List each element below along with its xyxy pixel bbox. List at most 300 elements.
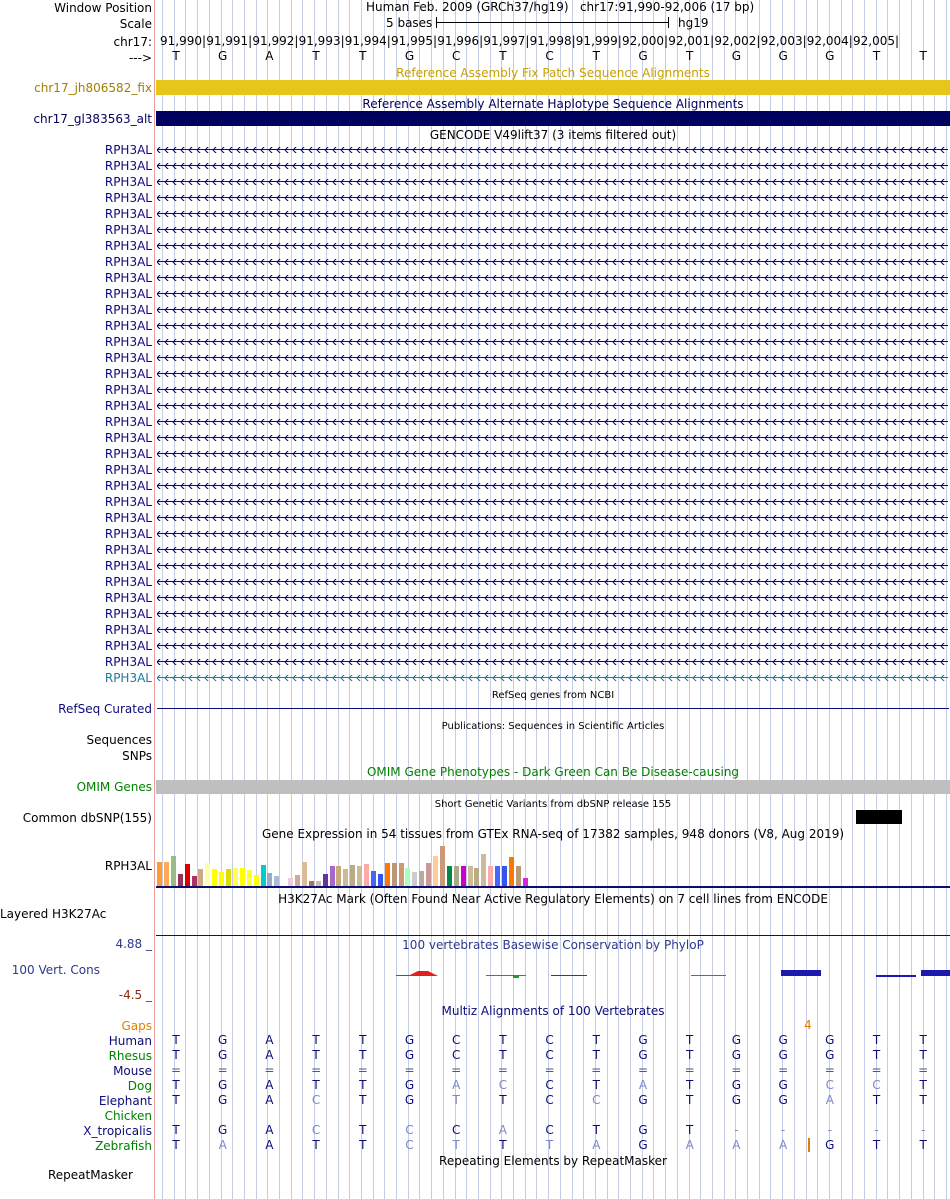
repeatmasker-track-label[interactable]: RepeatMasker — [47, 1168, 133, 1182]
multiz-aligned-base: C — [872, 1078, 881, 1092]
gencode-transcript-intron[interactable] — [157, 435, 948, 441]
gencode-transcript-intron[interactable] — [157, 579, 948, 585]
gtex-tissue-bar[interactable] — [267, 873, 272, 886]
ruler-position: 92,000| — [622, 34, 669, 48]
gtex-tissue-bar[interactable] — [330, 866, 335, 886]
multiz-aligned-base: T — [359, 1078, 367, 1092]
multiz-aligned-base: C — [545, 1078, 554, 1092]
multiz-aligned-base: G — [731, 1078, 742, 1092]
gencode-transcript-label[interactable]: RPH3AL — [104, 207, 152, 221]
gtex-tissue-bar[interactable] — [412, 872, 417, 886]
alt-haplotype-track-label[interactable]: chr17_gl383563_alt — [33, 112, 152, 126]
gtex-tissue-bar[interactable] — [178, 874, 183, 886]
gtex-tissue-bar[interactable] — [385, 863, 390, 886]
multiz-aligned-base: = — [824, 1063, 835, 1077]
multiz-aligned-base: G — [731, 1093, 742, 1107]
gencode-transcript-intron[interactable] — [157, 627, 948, 633]
multiz-aligned-base: C — [311, 1123, 321, 1137]
multiz-aligned-base: T — [312, 1138, 320, 1152]
reference-sequence — [156, 49, 950, 65]
multiz-aligned-base: C — [545, 1093, 554, 1107]
multiz-aligned-base: C — [498, 1078, 508, 1092]
multiz-aligned-base: T — [686, 1048, 694, 1062]
gtex-tissue-bar[interactable] — [302, 862, 307, 886]
gencode-transcript-intron[interactable] — [157, 611, 948, 617]
omim-track-title: OMIM Gene Phenotypes - Dark Green Can Be Disease-causing — [366, 765, 740, 779]
gencode-transcript-label[interactable]: RPH3AL — [104, 479, 152, 493]
gencode-transcript-label[interactable]: RPH3AL — [104, 351, 152, 365]
gtex-baseline — [156, 886, 950, 888]
gtex-tissue-bar[interactable] — [274, 876, 279, 886]
omim-gene-bar[interactable] — [156, 780, 950, 794]
multiz-aligned-base: - — [734, 1123, 739, 1137]
multiz-aligned-base: G — [404, 1093, 415, 1107]
dbsnp-track-label[interactable]: Common dbSNP(155) — [22, 811, 152, 825]
multiz-track-title: Multiz Alignments of 100 Vertebrates — [441, 1004, 665, 1018]
multiz-aligned-base: G — [731, 1048, 742, 1062]
multiz-aligned-base: T — [872, 1048, 881, 1062]
gencode-transcript-label[interactable]: RPH3AL — [104, 399, 152, 413]
fix-patch-alignment-bar[interactable] — [156, 80, 950, 95]
gencode-transcript-intron[interactable] — [157, 179, 948, 185]
multiz-aligned-base: T — [172, 1138, 180, 1152]
gencode-transcript-label[interactable]: RPH3AL — [104, 383, 152, 397]
multiz-aligned-base: G — [638, 1123, 648, 1137]
multiz-aligned-base: = — [591, 1063, 602, 1077]
multiz-aligned-base: G — [404, 1048, 415, 1062]
publications-sequences-label[interactable]: Sequences — [86, 733, 152, 747]
gencode-transcript-label[interactable]: RPH3AL — [104, 527, 152, 541]
gtex-tissue-bar[interactable] — [192, 876, 197, 886]
sequence-base: T — [499, 49, 507, 63]
phylop-peak-g3 — [921, 970, 950, 976]
gencode-transcript-label[interactable]: RPH3AL — [104, 639, 152, 653]
gtex-tissue-bar[interactable] — [219, 872, 224, 886]
gencode-transcript-label[interactable]: RPH3AL — [104, 191, 152, 205]
gencode-transcript-intron[interactable] — [157, 371, 948, 377]
gtex-tissue-bar[interactable] — [481, 854, 486, 886]
ruler-position: 92,005| — [853, 34, 900, 48]
multiz-aligned-base: = — [357, 1063, 368, 1077]
multiz-aligned-base: T — [686, 1123, 694, 1137]
gencode-transcript-label[interactable]: RPH3AL — [104, 255, 152, 269]
gencode-transcript-intron[interactable] — [157, 291, 948, 297]
multiz-species-label[interactable]: Rhesus — [108, 1049, 152, 1063]
gencode-transcript-intron[interactable] — [157, 659, 948, 665]
gencode-transcript-label[interactable]: RPH3AL — [104, 287, 152, 301]
multiz-aligned-base: A — [592, 1138, 601, 1152]
multiz-aligned-base: T — [545, 1138, 554, 1152]
gtex-tissue-bar[interactable] — [323, 874, 328, 886]
multiz-aligned-base: C — [592, 1093, 601, 1107]
h3k27ac-track-title: H3K27Ac Mark (Often Found Near Active Regulatory Elements) on 7 cell lines from ENCODE — [278, 892, 828, 906]
multiz-aligned-base: A — [498, 1123, 507, 1137]
gencode-transcript-label[interactable]: RPH3AL — [104, 335, 152, 349]
multiz-aligned-base: - — [874, 1123, 879, 1137]
gencode-transcript-intron[interactable] — [157, 227, 948, 233]
multiz-aligned-base: = — [871, 1063, 882, 1077]
gencode-transcript-intron[interactable] — [157, 259, 948, 265]
sequence-base: T — [686, 49, 694, 63]
multiz-species-label[interactable]: Dog — [127, 1079, 152, 1093]
gencode-transcript-label[interactable]: RPH3AL — [104, 431, 152, 445]
multiz-aligned-base: A — [218, 1138, 227, 1152]
multiz-aligned-base: C — [545, 1033, 554, 1047]
h3k27ac-baseline — [156, 935, 950, 936]
gencode-transcript-label[interactable]: RPH3AL — [104, 511, 152, 525]
gencode-transcript-label[interactable]: RPH3AL — [104, 271, 152, 285]
gencode-transcript-intron[interactable] — [157, 339, 948, 345]
multiz-aligned-base: = — [451, 1063, 462, 1077]
multiz-aligned-base: G — [218, 1048, 228, 1062]
gtex-tissue-bar[interactable] — [364, 864, 369, 886]
scale-db: hg19 — [678, 16, 709, 30]
gencode-transcript-intron[interactable] — [157, 531, 948, 537]
gencode-transcript-label[interactable]: RPH3AL — [104, 159, 152, 173]
multiz-gap-marker — [808, 1138, 810, 1152]
multiz-species-label[interactable]: Mouse — [113, 1064, 152, 1078]
gencode-transcript-label[interactable]: RPH3AL — [104, 319, 152, 333]
multiz-aligned-base: G — [638, 1093, 648, 1107]
multiz-aligned-base: A — [265, 1033, 274, 1047]
sequence-base: T — [359, 49, 367, 63]
gencode-transcript-intron[interactable] — [157, 515, 948, 521]
gencode-transcript-intron[interactable] — [157, 675, 948, 681]
multiz-aligned-base: G — [404, 1033, 415, 1047]
gtex-tissue-bar[interactable] — [392, 863, 397, 886]
multiz-species-label[interactable]: Zebrafish — [95, 1139, 152, 1153]
gtex-tissue-bar[interactable] — [426, 863, 431, 886]
phylop-peak-t2 — [691, 975, 726, 976]
multiz-aligned-base: = — [544, 1063, 555, 1077]
ruler-position: 91,991| — [206, 34, 253, 48]
gtex-tissue-bar[interactable] — [198, 869, 203, 886]
multiz-aligned-base: = — [684, 1063, 695, 1077]
multiz-aligned-base: A — [265, 1078, 274, 1092]
gtex-tissue-bar[interactable] — [288, 878, 293, 886]
gencode-transcript-label[interactable]: RPH3AL — [104, 415, 152, 429]
gtex-tissue-bar[interactable] — [433, 856, 438, 886]
omim-track-label[interactable]: OMIM Genes — [76, 780, 152, 794]
gtex-tissue-bar[interactable] — [350, 865, 355, 886]
gtex-tissue-bar[interactable] — [343, 869, 348, 886]
strand-label[interactable]: ---> — [128, 51, 152, 65]
scale-bar — [436, 17, 669, 28]
multiz-aligned-base: T — [872, 1033, 881, 1047]
gtex-tissue-bar[interactable] — [336, 866, 341, 886]
gtex-tissue-bar[interactable] — [261, 865, 266, 886]
sequence-base: G — [638, 49, 648, 63]
multiz-aligned-base: C — [545, 1048, 554, 1062]
gencode-transcript-label[interactable]: RPH3AL — [104, 543, 152, 557]
gtex-tissue-bar[interactable] — [474, 868, 479, 886]
gtex-tissue-bar[interactable] — [247, 870, 252, 886]
multiz-aligned-base: T — [686, 1093, 694, 1107]
multiz-aligned-base: G — [638, 1138, 648, 1152]
multiz-aligned-base: G — [638, 1048, 648, 1062]
multiz-aligned-base: T — [872, 1138, 881, 1152]
gencode-transcript-label[interactable]: RPH3AL — [104, 303, 152, 317]
scale-label[interactable]: Scale — [119, 17, 152, 31]
sequence-base: T — [172, 49, 180, 63]
gencode-transcript-intron[interactable] — [157, 563, 948, 569]
ruler-position: 91,999| — [575, 34, 622, 48]
multiz-aligned-base: T — [592, 1078, 600, 1092]
multiz-aligned-base: T — [499, 1138, 507, 1152]
repeatmasker-track-title: Repeating Elements by RepeatMasker — [439, 1154, 667, 1168]
gtex-expression-bars[interactable] — [156, 842, 536, 886]
gencode-transcript-label[interactable]: RPH3AL — [104, 495, 152, 509]
multiz-aligned-base: C — [405, 1138, 414, 1152]
assembly-title: Human Feb. 2009 (GRCh37/hg19) chr17:91,990-92,006 (17 bp) — [366, 0, 755, 14]
sequence-base: C — [451, 49, 461, 63]
gtex-tissue-bar[interactable] — [254, 875, 259, 886]
multiz-aligned-base: = — [404, 1063, 415, 1077]
gtex-tissue-bar[interactable] — [461, 866, 466, 886]
phylop-max-label: 4.88 _ — [115, 937, 152, 951]
gencode-transcript-label[interactable]: RPH3AL — [104, 143, 152, 157]
multiz-aligned-base: G — [218, 1078, 228, 1092]
phylop-peak-t-base — [486, 975, 526, 976]
multiz-aligned-base: G — [218, 1093, 228, 1107]
multiz-aligned-base: = — [778, 1063, 789, 1077]
multiz-aligned-base: T — [499, 1048, 507, 1062]
multiz-aligned-base: T — [452, 1138, 460, 1152]
multiz-aligned-base: = — [731, 1063, 742, 1077]
gencode-transcript-label[interactable]: RPH3AL — [104, 559, 152, 573]
gencode-transcript-intron[interactable] — [157, 595, 948, 601]
publications-track-title: Publications: Sequences in Scientific Articles — [441, 721, 665, 732]
multiz-aligned-base: A — [265, 1048, 274, 1062]
ruler-position: 92,001| — [668, 34, 715, 48]
multiz-aligned-base: A — [265, 1123, 274, 1137]
multiz-gap-count: 4 — [804, 1018, 812, 1032]
phylop-min-label: -4.5 _ — [118, 988, 152, 1002]
gtex-tissue-bar[interactable] — [205, 863, 210, 886]
label-column-divider — [154, 0, 155, 1199]
gtex-tissue-bar[interactable] — [371, 871, 376, 886]
phylop-track-label[interactable]: 100 Vert. Cons — [11, 963, 100, 977]
gencode-transcript-intron[interactable] — [157, 643, 948, 649]
gencode-transcript-label[interactable]: RPH3AL — [104, 575, 152, 589]
multiz-aligned-base: G — [218, 1033, 228, 1047]
gencode-transcript-intron[interactable] — [157, 499, 948, 505]
multiz-aligned-base: T — [452, 1093, 460, 1107]
multiz-gaps-label[interactable]: Gaps — [121, 1019, 152, 1033]
gtex-tissue-bar[interactable] — [454, 866, 459, 886]
multiz-aligned-base: G — [825, 1048, 835, 1062]
gtex-tissue-bar[interactable] — [226, 869, 231, 886]
gtex-tissue-bar[interactable] — [447, 866, 452, 886]
multiz-aligned-base: T — [499, 1093, 507, 1107]
gencode-transcript-intron[interactable] — [157, 467, 948, 473]
multiz-aligned-base: T — [312, 1033, 320, 1047]
gtex-tissue-bar[interactable] — [233, 868, 238, 886]
multiz-aligned-base: A — [732, 1138, 741, 1152]
gencode-transcript-label[interactable]: RPH3AL — [104, 175, 152, 189]
multiz-aligned-base: A — [452, 1078, 461, 1092]
multiz-aligned-base: T — [919, 1093, 927, 1107]
gtex-tissue-bar[interactable] — [516, 866, 521, 886]
multiz-aligned-base: C — [311, 1093, 321, 1107]
multiz-aligned-base: G — [404, 1078, 415, 1092]
gencode-transcript-label[interactable]: RPH3AL — [104, 367, 152, 381]
multiz-aligned-base: G — [731, 1033, 742, 1047]
gtex-tissue-bar[interactable] — [405, 868, 410, 886]
gencode-transcript-label[interactable]: RPH3AL — [104, 447, 152, 461]
gtex-tissue-bar[interactable] — [509, 857, 514, 886]
multiz-species-label[interactable]: Chicken — [104, 1109, 152, 1123]
gencode-transcript-intron[interactable] — [157, 147, 948, 153]
window-position-label[interactable]: Window Position — [54, 1, 152, 15]
multiz-aligned-base: T — [172, 1033, 180, 1047]
multiz-aligned-base: A — [265, 1138, 274, 1152]
fix-patch-track-label[interactable]: chr17_jh806582_fix — [34, 81, 152, 95]
sequence-base: C — [545, 49, 554, 63]
multiz-aligned-base: T — [312, 1048, 320, 1062]
dbsnp-variant-block[interactable] — [856, 810, 902, 824]
sequence-base: G — [778, 49, 788, 63]
multiz-aligned-base: T — [172, 1078, 180, 1092]
gencode-transcript-label[interactable]: RPH3AL — [104, 655, 152, 669]
gtex-track-label[interactable]: RPH3AL — [104, 859, 152, 873]
gencode-transcript-label[interactable]: RPH3AL — [104, 239, 152, 253]
phylop-conservation-glyphs[interactable] — [156, 960, 950, 984]
multiz-aligned-base: = — [217, 1063, 228, 1077]
multiz-aligned-base: C — [825, 1078, 834, 1092]
gtex-tissue-bar[interactable] — [357, 866, 362, 886]
gtex-tissue-bar[interactable] — [488, 866, 493, 886]
gencode-transcript-intron[interactable] — [157, 387, 948, 393]
multiz-aligned-base: A — [825, 1093, 834, 1107]
gtex-tissue-bar[interactable] — [523, 878, 528, 886]
multiz-aligned-base: T — [919, 1033, 927, 1047]
gtex-tissue-bar[interactable] — [281, 878, 286, 886]
multiz-aligned-base: G — [778, 1033, 788, 1047]
gtex-tissue-bar[interactable] — [295, 875, 300, 886]
gtex-tissue-bar[interactable] — [502, 866, 507, 886]
gtex-tissue-bar[interactable] — [171, 856, 176, 886]
multiz-aligned-base: A — [638, 1078, 648, 1092]
gencode-transcript-label[interactable]: RPH3AL — [104, 607, 152, 621]
multiz-aligned-base: T — [686, 1033, 694, 1047]
sequence-base: G — [404, 49, 415, 63]
gtex-tissue-bar[interactable] — [185, 864, 190, 886]
gencode-transcript-label[interactable]: RPH3AL — [104, 591, 152, 605]
alt-haplotype-alignment-bar[interactable] — [156, 111, 950, 126]
gtex-tissue-bar[interactable] — [212, 869, 217, 886]
gtex-tissue-bar[interactable] — [419, 871, 424, 886]
gencode-transcript-label[interactable]: RPH3AL — [104, 671, 152, 685]
multiz-species-label[interactable]: Human — [108, 1034, 152, 1048]
multiz-aligned-base: T — [359, 1093, 367, 1107]
gtex-tissue-bar[interactable] — [157, 862, 162, 886]
ruler-position: 91,992| — [252, 34, 299, 48]
multiz-aligned-base: C — [451, 1123, 461, 1137]
ruler-position: 91,993| — [298, 34, 345, 48]
gtex-tissue-bar[interactable] — [440, 846, 445, 886]
gtex-tissue-bar[interactable] — [495, 866, 500, 886]
chrom-label[interactable]: chr17: — [113, 35, 152, 49]
phylop-peak-g — [781, 970, 821, 976]
multiz-aligned-base: = — [918, 1063, 929, 1077]
gencode-transcript-intron[interactable] — [157, 451, 948, 457]
multiz-aligned-base: T — [359, 1048, 367, 1062]
refseq-track-title: RefSeq genes from NCBI — [491, 690, 615, 701]
multiz-species-label[interactable]: X_tropicalis — [83, 1124, 152, 1138]
h3k27ac-track-label[interactable]: Layered H3K27Ac — [0, 907, 107, 921]
multiz-aligned-base: G — [778, 1093, 788, 1107]
multiz-aligned-base: - — [780, 1123, 786, 1137]
multiz-aligned-base: C — [545, 1123, 554, 1137]
gencode-track-title: GENCODE V49lift37 (3 items filtered out) — [429, 128, 677, 142]
gtex-tissue-bar[interactable] — [164, 862, 169, 886]
refseq-gene-line[interactable] — [157, 708, 949, 709]
gencode-transcript-label[interactable]: RPH3AL — [104, 223, 152, 237]
gtex-tissue-bar[interactable] — [240, 868, 245, 886]
multiz-aligned-base: T — [686, 1078, 694, 1092]
gencode-transcript-intron[interactable] — [157, 211, 948, 217]
multiz-aligned-base: = — [170, 1063, 182, 1077]
gencode-transcript-intron[interactable] — [157, 195, 948, 201]
ruler-position: 91,996| — [437, 34, 484, 48]
multiz-aligned-base: C — [451, 1048, 461, 1062]
gencode-transcript-intron[interactable] — [157, 419, 948, 425]
gtex-tissue-bar[interactable] — [399, 863, 404, 886]
multiz-aligned-base: T — [172, 1048, 180, 1062]
gencode-transcript-intron[interactable] — [157, 483, 948, 489]
gencode-transcript-intron[interactable] — [157, 163, 948, 169]
gencode-transcript-intron[interactable] — [157, 243, 948, 249]
phylop-peak-a-base — [396, 975, 436, 976]
gencode-transcript-intron[interactable] — [157, 403, 948, 409]
multiz-species-label[interactable]: Elephant — [98, 1094, 152, 1108]
base-position-ruler[interactable] — [156, 34, 950, 50]
refseq-track-label[interactable]: RefSeq Curated — [58, 702, 152, 716]
multiz-aligned-base: G — [825, 1033, 835, 1047]
gencode-transcript-intron[interactable] — [157, 307, 948, 313]
multiz-aligned-base: T — [919, 1048, 927, 1062]
multiz-aligned-base: T — [172, 1123, 180, 1137]
sequence-base: T — [312, 49, 320, 63]
sequence-base: T — [592, 49, 600, 63]
gtex-tissue-bar[interactable] — [468, 866, 473, 886]
multiz-aligned-base: T — [312, 1078, 320, 1092]
ruler-position: 92,004| — [806, 34, 853, 48]
multiz-aligned-base: T — [872, 1093, 881, 1107]
multiz-aligned-base: T — [359, 1123, 367, 1137]
gencode-transcript-label[interactable]: RPH3AL — [104, 623, 152, 637]
publications-snps-label[interactable]: SNPs — [122, 749, 152, 763]
multiz-aligned-base: = — [311, 1063, 322, 1077]
fix-patch-track-title: Reference Assembly Fix Patch Sequence Alignments — [396, 66, 710, 80]
ruler-position: 91,990| — [160, 34, 207, 48]
phylop-peak-t — [513, 975, 519, 978]
phylop-peak-g2 — [876, 975, 916, 977]
multiz-aligned-base: T — [172, 1093, 180, 1107]
multiz-aligned-base: = — [637, 1063, 649, 1077]
sequence-base: T — [919, 49, 927, 63]
gencode-transcript-intron[interactable] — [157, 355, 948, 361]
gencode-transcript-intron[interactable] — [157, 547, 948, 553]
ruler-position: 91,994| — [344, 34, 391, 48]
multiz-aligned-base: - — [827, 1123, 832, 1137]
alt-haplotype-track-title: Reference Assembly Alternate Haplotype Sequence Alignments — [362, 97, 744, 111]
gencode-transcript-label[interactable]: RPH3AL — [104, 463, 152, 477]
gencode-transcript-intron[interactable] — [157, 275, 948, 281]
gtex-tissue-bar[interactable] — [378, 874, 383, 886]
gencode-transcript-intron[interactable] — [157, 323, 948, 329]
